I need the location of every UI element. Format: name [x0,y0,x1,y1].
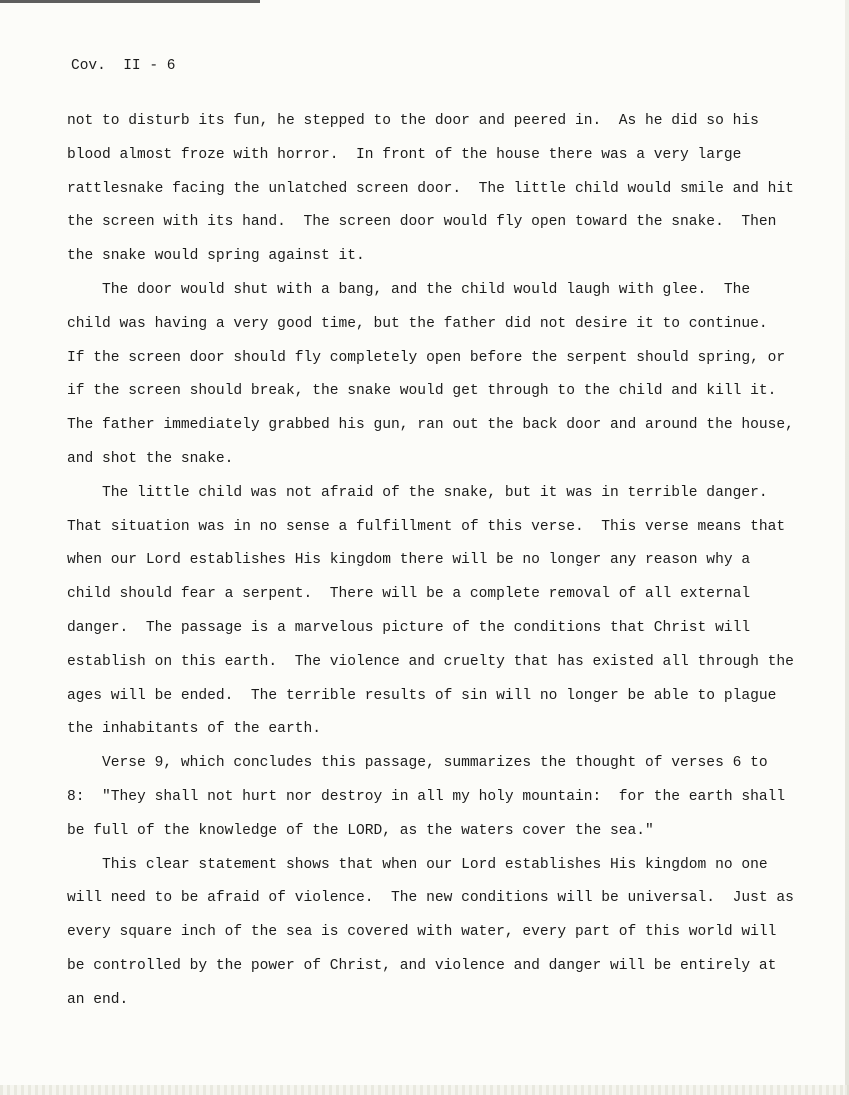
scan-bottom-edge [0,1085,849,1095]
text-line: The door would shut with a bang, and the child would laugh with glee. The [67,281,751,298]
text-line: If the screen door should fly completely open before the serpent should spring, or [67,349,786,366]
text-line: not to disturb its fun, he stepped to the door and peered in. As he did so his [67,113,759,129]
text-line: 8: "They shall not hurt nor destroy in all my holy mountain: for the earth shall [67,788,786,805]
scan-top-edge [0,0,260,3]
text-line: every square inch of the sea is covered with water, every part of this world will [67,924,777,941]
text-line: That situation was in no sense a fulfillment of this verse. This verse means that [67,518,786,535]
text-line: danger. The passage is a marvelous picture of the conditions that Christ will [67,619,751,636]
page-header: Cov. II - 6 [71,58,176,74]
text-line: The father immediately grabbed his gun, ran out the back door and around the house, [67,417,794,434]
text-line: will need to be afraid of violence. The new conditions will be universal. Just as [67,890,794,907]
text-line: child was having a very good time, but the father did not desire it to continue. [67,315,768,332]
text-line: Verse 9, which concludes this passage, summarizes the thought of verses 6 to [67,755,768,772]
text-line: This clear statement shows that when our Lord establishes His kingdom no one [67,856,768,873]
text-line: rattlesnake facing the unlatched screen door. The little child would smile and hit [67,180,794,197]
text-line: the inhabitants of the earth. [67,721,321,738]
text-line: be controlled by the power of Christ, and violence and danger will be entirely at [67,957,777,974]
scan-right-edge [845,0,849,1095]
text-line: be full of the knowledge of the LORD, as the waters cover the sea." [67,822,654,839]
text-line: the snake would spring against it. [67,248,365,265]
text-line: the screen with its hand. The screen door would fly open toward the snake. Then [67,214,777,231]
text-line: when our Lord establishes His kingdom there will be no longer any reason why a [67,552,751,569]
text-line: and shot the snake. [67,450,234,467]
body-text [67,105,837,1018]
text-line: an end. [67,991,129,1008]
text-line: if the screen should break, the snake would get through to the child and kill it. [67,383,777,400]
text-line: The little child was not afraid of the snake, but it was in terrible danger. [67,484,768,501]
text-line: establish on this earth. The violence and cruelty that has existed all through the [67,653,794,670]
text-line: blood almost froze with horror. In front of the house there was a very large [67,146,742,163]
text-line: ages will be ended. The terrible results of sin will no longer be able to plague [67,687,777,704]
text-line: child should fear a serpent. There will be a complete removal of all external [67,586,751,603]
